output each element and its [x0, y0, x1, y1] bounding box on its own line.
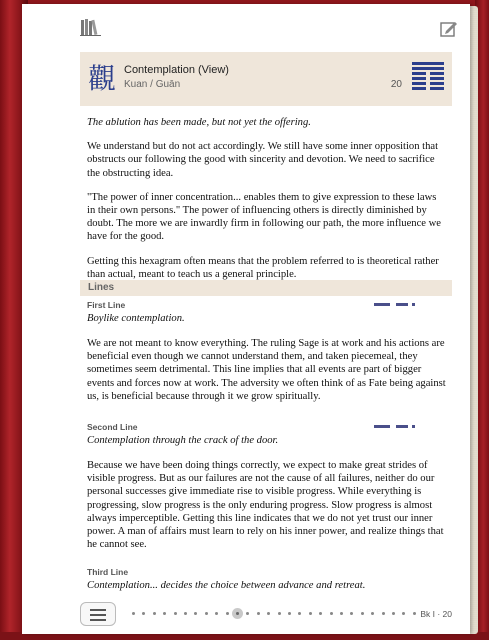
first-line-text — [87, 337, 447, 414]
page-dot[interactable] — [194, 612, 197, 615]
hexagram-number: 20 — [390, 79, 402, 90]
hexagram-header — [80, 52, 452, 106]
toc-button[interactable] — [80, 602, 116, 626]
page-dot[interactable] — [257, 612, 260, 615]
page-dot[interactable] — [361, 612, 364, 615]
hexagram-symbol — [412, 62, 444, 92]
first-line-title: Boylike contemplation. — [87, 313, 185, 324]
second-line-paragraph: Because we have been doing things correctly, we expect to make great strides of visible progress. But as our failures are not the cause of all failures, neither do our personal successes give immediate rise to visible progress. While everything is progressing, slow progress is the only enduring progress. Slow progress is almost always imperceptible. Getting this line indicates that we do not yet trust our inner power. A man of affairs must learn to rely on his inner power, and realize things that he cannot see. — [87, 460, 444, 551]
page-dot[interactable] — [246, 612, 249, 615]
intro-paragraph: "The power of inner concentration... enables them to give expression to these laws in their own persons." The power of influencing others is directly diminished by doubt. The more we are inwardly firm in following our path, the more influence we have for the good. — [87, 191, 442, 243]
page-dot[interactable] — [142, 612, 145, 615]
edit-icon[interactable] — [440, 20, 458, 43]
hexagram-line — [412, 67, 444, 70]
page-dot[interactable] — [278, 612, 281, 615]
page-dot[interactable] — [288, 612, 291, 615]
page-footer — [22, 600, 470, 630]
page-dot[interactable] — [350, 612, 353, 615]
page-dot[interactable] — [205, 612, 208, 615]
first-line-paragraph: We are not meant to know everything. The ruling Sage is at work and his actions are beneficial even though we cannot understand them, and taken piecemeal, they sometimes seem detrimental. This line implies that all events are part of bigger events and forces now at work. The adversity we often think of as Fate being against us, is beneficial because through it we grow spiritually. — [87, 338, 446, 402]
third-line-title: Contemplation... decides the choice between advance and retreat. — [87, 580, 366, 591]
second-line-label: Second Line — [87, 422, 138, 432]
first-line-label: First Line — [87, 300, 126, 310]
page-dot[interactable] — [298, 612, 301, 615]
page-dot[interactable] — [174, 612, 177, 615]
book-page — [22, 4, 470, 634]
lines-section-heading: Lines — [80, 280, 452, 296]
toc-icon — [90, 609, 106, 624]
page-dot[interactable] — [267, 612, 270, 615]
second-line-symbol — [374, 425, 416, 428]
hexagram-line — [412, 72, 444, 75]
library-icon[interactable] — [80, 18, 102, 41]
first-line-symbol — [374, 303, 416, 306]
hexagram-subtitle: Kuan / Guān — [124, 79, 181, 90]
page-dot[interactable] — [330, 612, 333, 615]
second-line-title: Contemplation through the crack of the door. — [87, 435, 279, 446]
page-dot[interactable] — [132, 612, 135, 615]
page-dot[interactable] — [226, 612, 229, 615]
page-dot[interactable] — [402, 612, 405, 615]
page-dot[interactable] — [382, 612, 385, 615]
current-page-dot[interactable] — [232, 608, 243, 619]
page-number: Bk I · 20 — [420, 609, 452, 619]
second-line-text — [87, 459, 447, 562]
page-dot[interactable] — [371, 612, 374, 615]
page-dot[interactable] — [413, 612, 416, 615]
hexagram-line — [412, 82, 444, 85]
page-dot[interactable] — [153, 612, 156, 615]
intro-paragraph: We understand but do not act accordingly. We still have some inner opposition that obstructs our following the good with sincerity and devotion. We need to sacrifice the obstructing idea. — [87, 141, 439, 179]
page-dot[interactable] — [309, 612, 312, 615]
hexagram-chinese-character: 觀 — [88, 62, 117, 95]
page-dot[interactable] — [340, 612, 343, 615]
page-dot[interactable] — [392, 612, 395, 615]
hexagram-title: Contemplation (View) — [124, 64, 229, 76]
intro-text — [87, 116, 447, 292]
page-dot[interactable] — [163, 612, 166, 615]
third-line-label: Third Line — [87, 567, 129, 577]
hexagram-line — [412, 87, 444, 90]
hexagram-line — [412, 62, 444, 65]
intro-paragraph: Getting this hexagram often means that the problem referred to is theoretical rather than actual, meant to teach us a general principle. — [87, 255, 439, 280]
judgement-line: The ablution has been made, but not yet the offering. — [87, 117, 311, 128]
hexagram-line — [412, 77, 444, 80]
page-dot[interactable] — [319, 612, 322, 615]
page-dot[interactable] — [215, 612, 218, 615]
page-dot[interactable] — [184, 612, 187, 615]
